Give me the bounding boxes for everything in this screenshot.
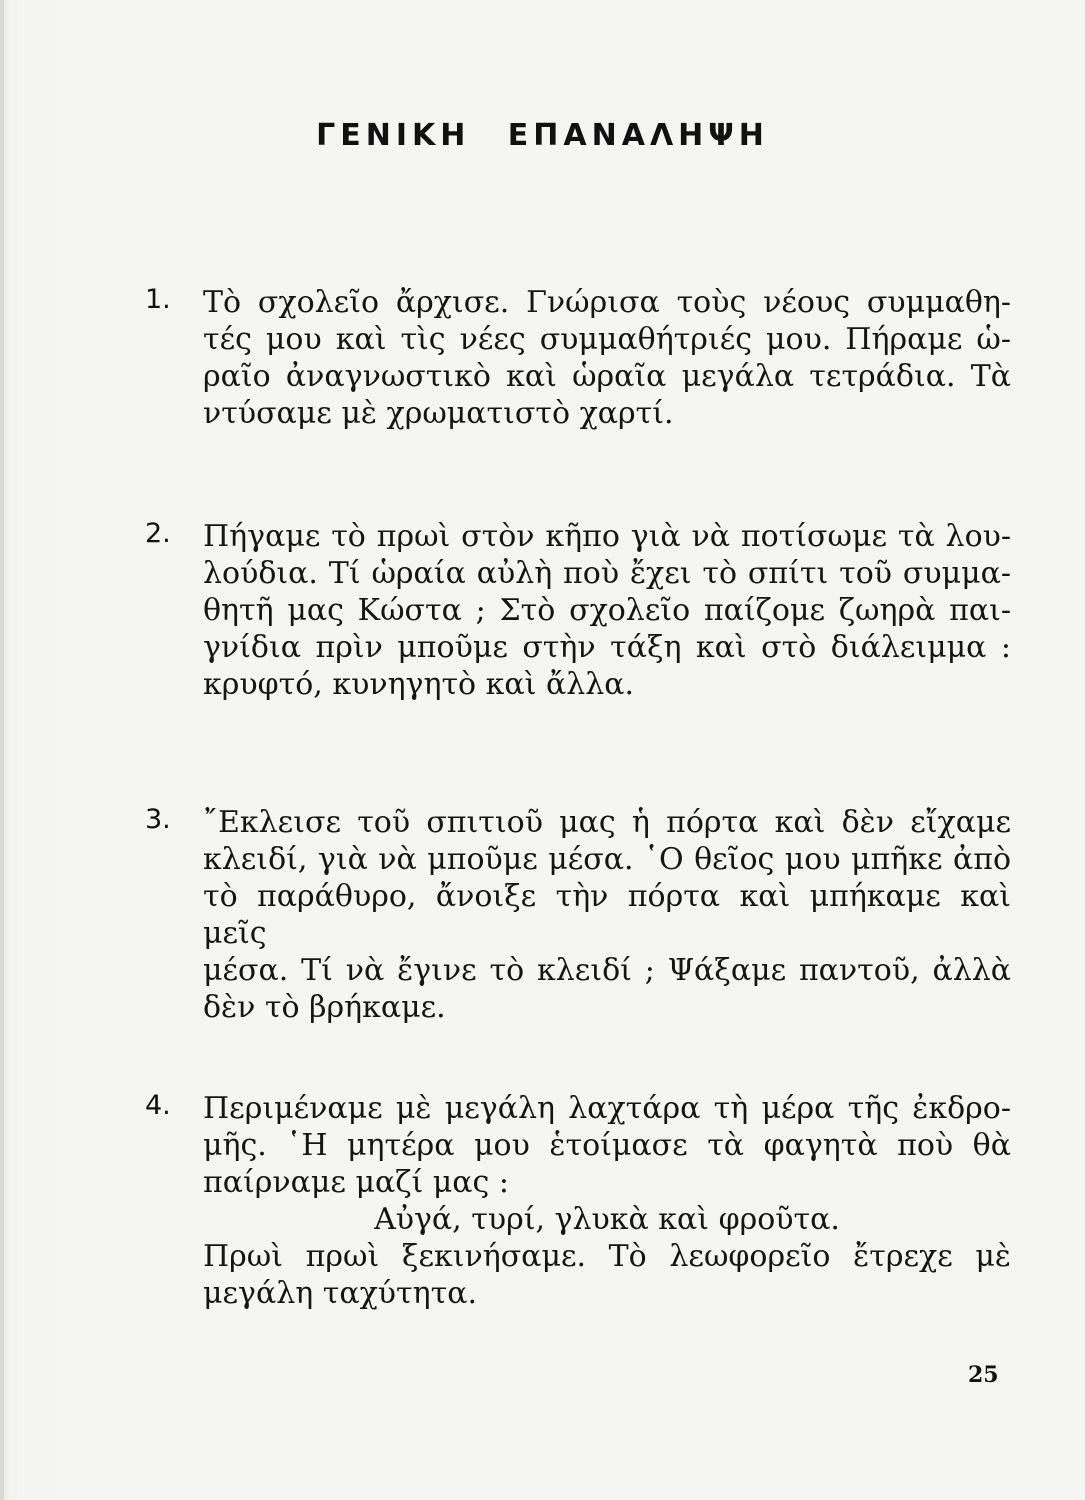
exercise-text: [203, 804, 1011, 1026]
page-number: 25: [968, 1362, 999, 1388]
text-line: ραῖο ἀναγνωστικὸ καὶ ὡραῖα μεγάλα τετράδια. Τὰ: [203, 359, 1011, 394]
text-line: γνίδια πρὶν μποῦμε στὴν τάξη καὶ στὸ διάλειμμα :: [203, 630, 1011, 665]
exercise-text: [203, 1090, 1011, 1312]
exercise-text: [203, 518, 1011, 703]
text-line: τές μου καὶ τὶς νέες συμμαθήτριές μου. Πήραμε ὡ-: [203, 322, 1011, 357]
exercise-number: 4.: [145, 1090, 171, 1121]
text-line: δὲν τὸ βρήκαμε.: [203, 990, 446, 1025]
text-line: τὸ παράθυρο, ἄνοιξε τὴν πόρτα καὶ μπήκαμε καὶ μεῖς: [203, 879, 1011, 951]
text-line: λούδια. Τί ὡραία αὐλὴ ποὺ ἔχει τὸ σπίτι τοῦ συμμα-: [203, 556, 1011, 591]
text-line: Περιμέναμε μὲ μεγάλη λαχτάρα τὴ μέρα τῆς ἐκδρο-: [203, 1091, 1011, 1126]
text-line: παίρναμε μαζί μας :: [203, 1165, 509, 1200]
text-line: μέσα. Τί νὰ ἔγινε τὸ κλειδί ; Ψάξαμε παντοῦ, ἀλλὰ: [203, 953, 1011, 988]
text-line-centered: Αὐγά, τυρί, γλυκὰ καὶ φροῦτα.: [374, 1202, 840, 1237]
text-line: ῎Εκλεισε τοῦ σπιτιοῦ μας ἡ πόρτα καὶ δὲν εἴχαμε: [203, 805, 1011, 840]
text-line: κλειδί, γιὰ νὰ μποῦμε μέσα. ῾Ο θεῖος μου μπῆκε ἀπὸ: [203, 842, 1011, 877]
text-line: κρυφτό, κυνηγητὸ καὶ ἄλλα.: [203, 667, 635, 702]
page-binding-edge: [0, 0, 4, 1500]
text-line: θητῆ μας Κώστα ; Στὸ σχολεῖο παίζομε ζωηρὰ παι-: [203, 593, 1011, 628]
exercise-text: [203, 284, 1011, 432]
exercise-number: 3.: [145, 804, 171, 835]
text-line: Πρωὶ πρωὶ ξεκινήσαμε. Τὸ λεωφορεῖο ἔτρεχε μὲ: [203, 1239, 1011, 1274]
exercise-number: 2.: [145, 518, 171, 549]
exercise-number: 1.: [145, 284, 171, 315]
text-line: Τὸ σχολεῖο ἄρχισε. Γνώρισα τοὺς νέους συμμαθη-: [203, 285, 1011, 320]
text-line: μεγάλη ταχύτητα.: [203, 1276, 477, 1311]
page-title: ΓΕΝΙΚΗ ΕΠΑΝΑΛΗΨΗ: [316, 118, 769, 153]
text-line: ντύσαμε μὲ χρωματιστὸ χαρτί.: [203, 396, 674, 431]
text-line: μῆς. ῾Η μητέρα μου ἑτοίμασε τὰ φαγητὰ ποὺ θὰ: [203, 1128, 1011, 1163]
text-line: Πήγαμε τὸ πρωὶ στὸν κῆπο γιὰ νὰ ποτίσωμε τὰ λου-: [203, 519, 1011, 554]
